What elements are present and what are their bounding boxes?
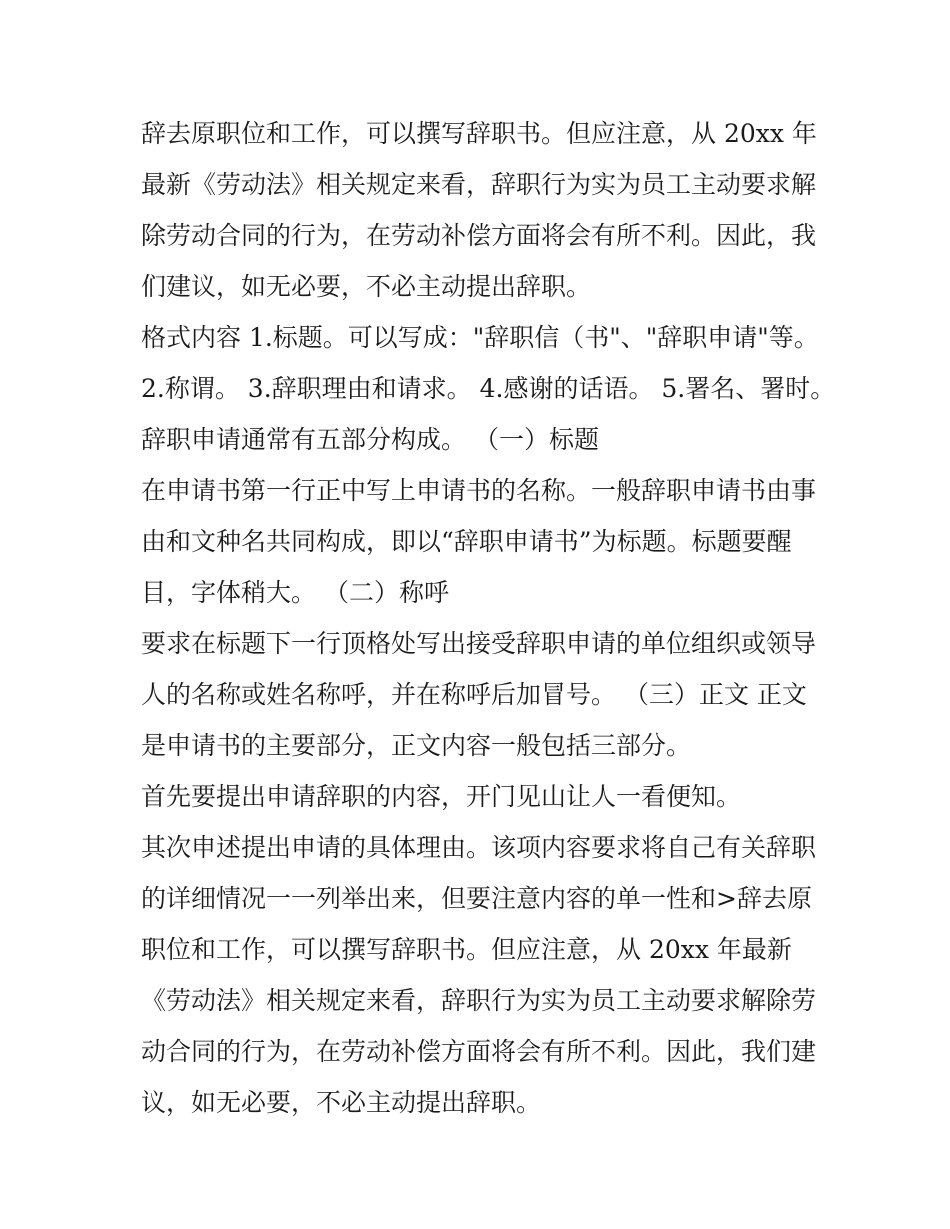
- text-line-3: 除劳动合同的行为，在劳动补偿方面将会有所不利。因此，我: [141, 221, 817, 250]
- text-line-2: 最新《劳动法》相关规定来看，辞职行为实为员工主动要求解: [141, 170, 817, 199]
- text-line-4: 们建议，如无必要，不必主动提出辞职。: [141, 272, 592, 301]
- text-line-10: 目，字体稍大。 （二）称呼: [141, 578, 449, 607]
- text-line-7: 辞职申请通常有五部分构成。 （一）标题: [141, 425, 599, 454]
- text-line-18: 《劳动法》相关规定来看，辞职行为实为员工主动要求解除劳: [141, 986, 817, 1015]
- text-line-17: 职位和工作，可以撰写辞职书。但应注意，从 20xx 年最新: [141, 935, 792, 964]
- text-line-16: 的详细情况一一列举出来，但要注意内容的单一性和>辞去原: [141, 884, 812, 913]
- text-line-5: 格式内容 1.标题。可以写成："辞职信（书"、"辞职申请"等。: [141, 323, 819, 352]
- text-line-19: 动合同的行为，在劳动补偿方面将会有所不利。因此，我们建: [141, 1037, 817, 1066]
- text-line-8: 在申请书第一行正中写上申请书的名称。一般辞职申请书由事: [141, 476, 817, 505]
- text-line-11: 要求在标题下一行顶格处写出接受辞职申请的单位组织或领导: [141, 629, 817, 658]
- text-line-6: 2.称谓。 3.辞职理由和请求。 4.感谢的话语。 5.署名、署时。: [141, 374, 836, 403]
- text-line-12: 人的名称或姓名称呼，并在称呼后加冒号。 （三）正文 正文: [141, 680, 807, 709]
- text-line-1: 辞去原职位和工作，可以撰写辞职书。但应注意，从 20xx 年: [141, 119, 817, 148]
- text-line-14: 首先要提出申请辞职的内容，开门见山让人一看便知。: [141, 782, 742, 811]
- text-line-15: 其次申述提出申请的具体理由。该项内容要求将自己有关辞职: [141, 833, 817, 862]
- text-line-9: 由和文种名共同构成，即以“辞职申请书”为标题。标题要醒: [141, 527, 792, 556]
- text-line-20: 议，如无必要，不必主动提出辞职。: [141, 1088, 542, 1117]
- text-line-13: 是申请书的主要部分，正文内容一般包括三部分。: [141, 731, 692, 760]
- document-body: [141, 108, 836, 1128]
